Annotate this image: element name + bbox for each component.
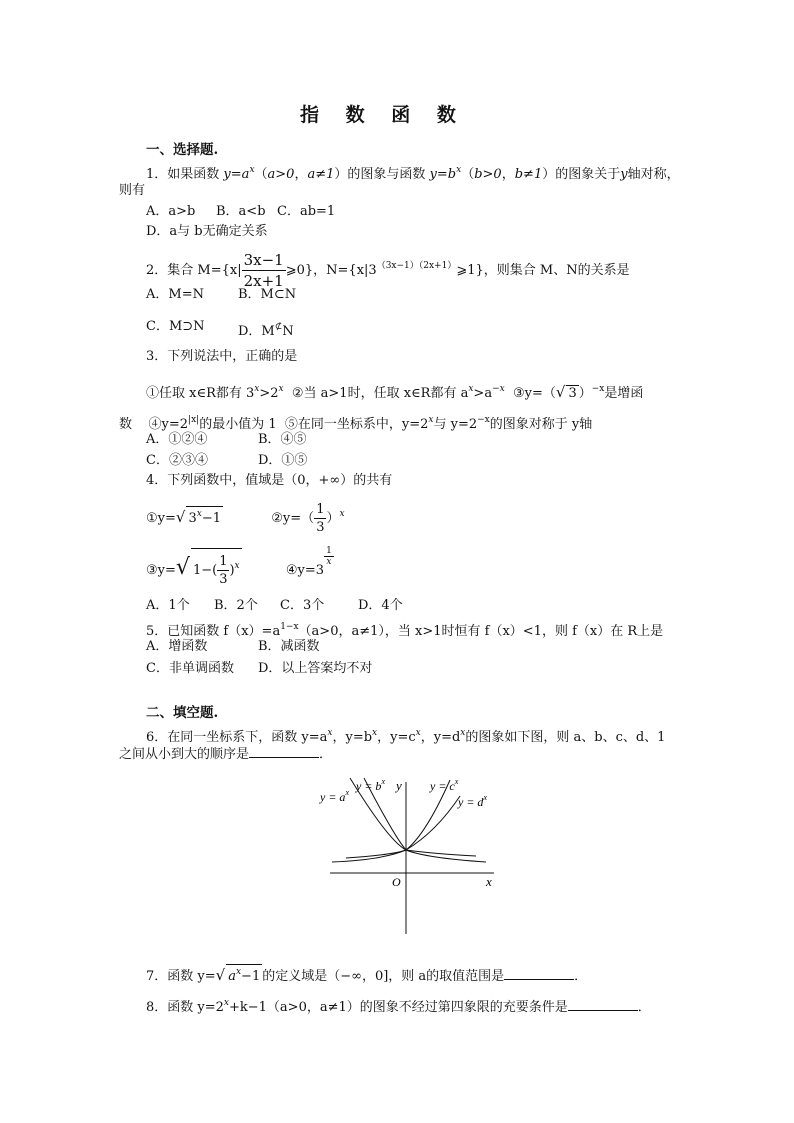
answer-blank[interactable] [504, 967, 574, 980]
question-5-option-c: C．非单调函数 [146, 661, 234, 676]
answer-blank[interactable] [249, 745, 319, 758]
exponential-graph [316, 770, 506, 940]
question-1-option-c: C．ab=1 [277, 204, 336, 219]
question-3-statements-line2: 数 $④y=2^{|x|}$的最小值为 1 ⑤在同一坐标系中，$y=2^x$与 $y=2^{-x}$的图象对称于 y轴 [119, 415, 593, 432]
label-c: $y = c^x$ [430, 777, 459, 793]
question-4-option-d: D．4个 [358, 598, 403, 613]
section-choice-heading: 一、选择题. [146, 142, 219, 158]
question-7: 7．函数 y=√ $a^x-1$ 的定义域是（−∞，0]，则 a的取值范围是 ． [146, 966, 588, 984]
axis-label-x: x [486, 874, 492, 889]
question-5-option-a: A．增函数 [146, 639, 208, 654]
question-3-option-c: C．②③④ [146, 453, 208, 468]
question-2-option-d: D．M⊄N [238, 322, 294, 339]
label-a: $y = a^x$ [320, 788, 349, 804]
question-4-option-a: A．1个 [146, 598, 190, 613]
question-4-stem: 4．下列函数中，值域是（0，+∞）的共有 [146, 473, 393, 488]
question-3-option-b: B．④⑤ [258, 432, 307, 447]
question-2-option-b: B．M⊂N [238, 287, 297, 302]
question-4-functions-line2: ③y=√ 1−( $\frac{1}{3}$ )$^x$ ④y=3 $\frac{1}{x}$ [146, 546, 332, 587]
question-6-line2: 之间从小到大的顺序是 ． [119, 747, 333, 762]
answer-blank[interactable] [568, 998, 638, 1011]
question-1-option-b: B．a<b [216, 204, 266, 219]
question-4-option-c: C．3个 [280, 598, 325, 613]
question-3-stem: 3．下列说法中，正确的是 [146, 349, 298, 364]
question-5-stem: 5．已知函数 $f(x)=a^{1-x}(a>0$，a≠1），当 x>1时恒有 f（x）<1，则 f（x）在 R上是 [146, 622, 664, 639]
question-1-option-a: A．a>b [146, 204, 196, 219]
question-1-line1: 1．如果函数 $y=a^x(a>0$，a≠1）的图象与函数 $y=b^x(b>0$，b≠1）的图象关于y轴对称， [146, 165, 680, 182]
fraction: $\frac{1}{3}$ [219, 554, 228, 587]
question-3-option-d: D．①⑤ [258, 453, 308, 468]
question-3-statements-line1: ①任取 x∈R都有 $3^x>2^x$ ②当 a>1时，任取 x∈R都有 $a^x>a^{-x}$ ③y=（√ 3 ）$^{-x}$是增函 [146, 383, 644, 401]
question-2-stem: 2．集合 M={x| $\frac{3x-1}{2x+1}$ ⩾0}，$N=\{x|3^{(3x-1)(2x+1)}⩾1\}$，则集合 M、N的关系是 [146, 251, 630, 290]
label-d: $y = d^x$ [458, 793, 487, 809]
question-4-option-b: B．2个 [214, 598, 258, 613]
question-4-functions-line1: ①y=√ $3^x-1$ ②y=（ $\frac{1}{3}$ ）$^x$ [146, 502, 345, 535]
question-1-line2: 则有 [119, 183, 146, 198]
origin-label: O [392, 875, 401, 889]
question-5-option-d: D．以上答案均不对 [258, 661, 373, 676]
question-1-option-d: D．a与 b无确定关系 [146, 224, 268, 239]
question-2-option-c: C．M⊃N [146, 319, 205, 334]
fraction: $\frac{1}{3}$ [316, 502, 325, 535]
fraction: $\frac{3x-1}{2x+1}$ [243, 251, 284, 290]
label-b: $y = b^x$ [356, 777, 385, 793]
section-fill-heading: 二、填空题. [146, 705, 219, 721]
axis-label-y: y [396, 778, 402, 793]
fraction: $\frac{1}{x}$ [326, 546, 332, 567]
question-2-option-a: A．M=N [146, 287, 204, 302]
question-3-option-a: A．①②④ [146, 432, 208, 447]
question-5-option-b: B．减函数 [258, 639, 320, 654]
question-6-line1: 6．在同一坐标系下，函数 $y=a^x$，$y=b^x$，$y=c^x$，$y=d^x$的图象如下图，则 a、b、c、d、1 [146, 728, 666, 745]
page-title: 指 数 函 数 [300, 104, 466, 126]
question-8: 8．函数 $y=2^x+k-1(a>0$，a≠1）的图象不经过第四象限的充要条件是 ． [146, 998, 651, 1015]
